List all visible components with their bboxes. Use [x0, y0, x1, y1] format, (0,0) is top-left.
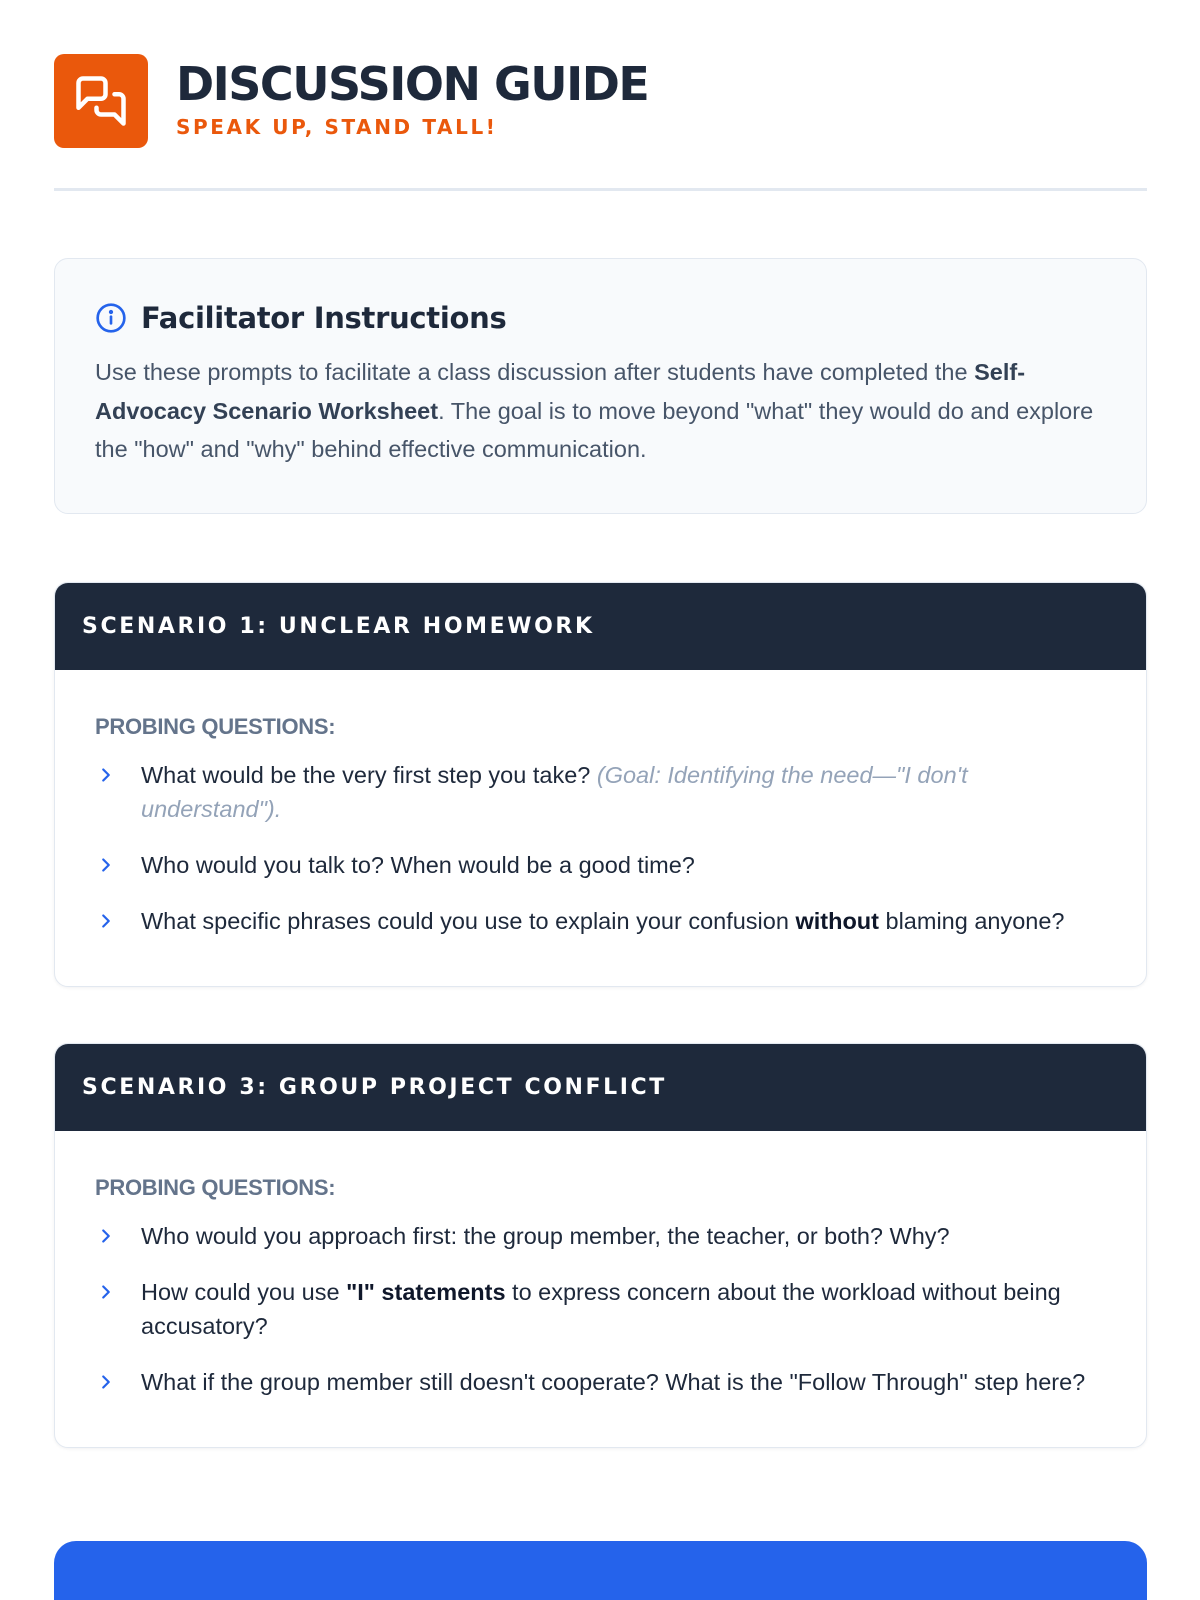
scenario-title: SCENARIO 1: UNCLEAR HOMEWORK: [82, 614, 595, 639]
chevron-right-icon: [95, 1281, 117, 1303]
question-text: Who would you approach first: the group member, the teacher, or both? Why?: [141, 1223, 950, 1249]
header: [54, 54, 1147, 148]
question-text: Who would you talk to? When would be a good time?: [141, 852, 695, 878]
scenario-title: SCENARIO 3: GROUP PROJECT CONFLICT: [82, 1075, 667, 1100]
question-item: [95, 1275, 1106, 1343]
facilitator-instructions: [54, 258, 1147, 514]
question-item: [95, 758, 1106, 826]
question-text: What if the group member still doesn't cooperate? What is the "Follow Through" step here?: [141, 1369, 1086, 1395]
info-circle-icon: [95, 302, 127, 334]
chevron-right-icon: [95, 910, 117, 932]
scenario-header: [55, 583, 1146, 670]
question-item: [95, 904, 1106, 938]
chevron-right-icon: [95, 1225, 117, 1247]
question-goal: (Goal: Identifying the need—"I don't understand").: [141, 762, 968, 822]
question-item: [95, 1365, 1106, 1399]
facilitator-title: Facilitator Instructions: [141, 301, 507, 335]
scenario-header: [55, 1044, 1146, 1131]
question-item: [95, 848, 1106, 882]
scenario-card: [54, 582, 1147, 987]
facilitator-text: Use these prompts to facilitate a class discussion after students have completed the Self-Advocacy Scenario Worksheet. The goal is to move beyond "what" they would do and explore the "how" and "why" behind effective communication.: [95, 359, 1094, 462]
chat-bubbles-icon: [54, 54, 148, 148]
page-subtitle: SPEAK UP, STAND TALL!: [176, 115, 498, 139]
question-text: How could you use "I" statements to express concern about the workload without being accusatory?: [141, 1279, 1061, 1339]
probing-questions-label: PROBING QUESTIONS:: [95, 1175, 336, 1200]
bottom-banner: [54, 1541, 1147, 1600]
chevron-right-icon: [95, 764, 117, 786]
question-text: What would be the very first step you take? (Goal: Identifying the need—"I don't understand").: [141, 762, 968, 822]
header-divider: [54, 188, 1147, 191]
question-text: What specific phrases could you use to explain your confusion without blaming anyone?: [141, 908, 1065, 934]
probing-questions-label: PROBING QUESTIONS:: [95, 714, 336, 739]
question-item: [95, 1219, 1106, 1253]
chevron-right-icon: [95, 1371, 117, 1393]
chevron-right-icon: [95, 854, 117, 876]
scenario-card: [54, 1043, 1147, 1448]
page-title: DISCUSSION GUIDE: [176, 57, 649, 111]
